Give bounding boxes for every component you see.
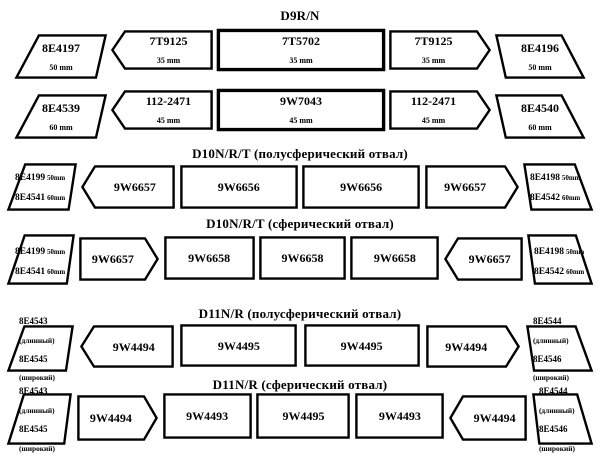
part-number: 9W4495 <box>217 338 260 353</box>
part-number: 9W6658 <box>188 251 231 266</box>
part-shape-9w4494 <box>80 325 174 368</box>
part-shape-9w4494 <box>426 325 520 368</box>
part-label <box>444 237 523 281</box>
size-label: 45 mm <box>289 116 313 125</box>
size-label: 50mm <box>47 249 66 256</box>
part-shape-9w6657 <box>79 237 159 281</box>
label-line <box>445 338 487 356</box>
part-label <box>526 315 593 383</box>
part-number: 8E4539 <box>41 100 80 115</box>
part-shape-8e4198 <box>523 163 593 211</box>
part-label <box>180 324 297 367</box>
part-number: 112-2471 <box>145 94 192 109</box>
parts-row <box>15 28 585 79</box>
part-shape-8e4199 <box>7 163 77 211</box>
part-shape-9w6656 <box>302 165 420 209</box>
label-line <box>281 249 323 267</box>
label-line <box>157 50 180 68</box>
part-label <box>302 165 420 209</box>
part-number: 8E4196 <box>520 40 559 55</box>
part-number: 9W6657 <box>468 252 511 267</box>
parts-row <box>7 163 593 211</box>
size-label: (длинный) <box>19 406 55 416</box>
part-label <box>495 34 585 79</box>
part-number: 9W6658 <box>281 251 324 266</box>
part-label <box>259 236 346 280</box>
label-line <box>474 409 516 427</box>
part-shape-9w4495 <box>180 324 297 367</box>
label-line <box>282 32 320 50</box>
part-number: 9W4495 <box>282 409 325 424</box>
part-number: 8E4545 <box>19 353 48 364</box>
size-label: 50mm <box>562 175 581 182</box>
part-number: 9W4495 <box>340 338 383 353</box>
label-line <box>42 99 80 117</box>
label-line <box>534 260 584 280</box>
label-line <box>157 110 180 128</box>
part-number: 8E4543 <box>19 315 48 326</box>
part-label <box>81 165 175 209</box>
size-label: (широкий) <box>19 443 56 453</box>
part-shape-9w6657 <box>444 237 523 281</box>
label-line <box>15 166 65 186</box>
part-number: 8E4544 <box>532 315 562 326</box>
label-line <box>19 330 55 349</box>
part-label <box>15 94 107 139</box>
part-shape-9w6657 <box>81 165 175 209</box>
part-number: 8E4545 <box>19 424 48 434</box>
part-number: 8E4540 <box>520 100 559 115</box>
label-line <box>149 32 187 50</box>
part-label <box>7 386 72 453</box>
part-label <box>7 315 74 383</box>
label-line <box>15 260 65 280</box>
part-shape-9w4495 <box>304 324 420 367</box>
part-number: 9W4493 <box>378 409 421 424</box>
section-title: D10N/R/T (сферический отвал) <box>206 216 394 231</box>
size-label: 60 mm <box>528 122 552 132</box>
size-label: 60mm <box>566 269 585 276</box>
part-number: 8E4199 <box>15 247 46 257</box>
part-label <box>80 325 174 368</box>
label-line <box>422 50 445 68</box>
parts-diagram <box>0 8 600 458</box>
part-label <box>425 165 519 209</box>
parts-row <box>7 315 593 383</box>
part-shape-9w4493 <box>163 393 252 439</box>
part-number: 8E4542 <box>533 267 565 277</box>
part-shape-8e4539 <box>15 94 107 139</box>
part-number: 8E4546 <box>538 424 568 434</box>
part-label <box>495 94 585 139</box>
part-label <box>111 90 213 130</box>
size-label: 50 mm <box>528 62 552 72</box>
label-line <box>49 117 72 135</box>
label-line <box>188 249 230 267</box>
part-label <box>426 325 520 368</box>
label-line <box>19 349 48 368</box>
parts-row <box>7 234 593 285</box>
part-label <box>304 324 420 367</box>
part-label <box>449 395 527 441</box>
part-label <box>523 163 593 211</box>
part-shape-8e4543 <box>7 315 74 383</box>
label-line <box>521 99 559 117</box>
part-number: 8E4542 <box>529 193 561 203</box>
part-number: 9W6657 <box>113 180 156 195</box>
part-shape-9w4494 <box>449 395 527 441</box>
part-number: 9W6657 <box>444 180 487 195</box>
section-title: D11N/R (сферический отвал) <box>212 377 388 392</box>
section-3-d11n-r <box>0 306 600 383</box>
part-label <box>527 234 593 285</box>
part-shape-8e4540 <box>495 94 585 139</box>
size-label: 45 mm <box>421 116 446 125</box>
label-line <box>539 400 575 419</box>
part-number: 9W4493 <box>186 409 229 424</box>
part-shape-112-2471 <box>389 90 491 130</box>
label-line <box>341 337 383 355</box>
label-line <box>530 166 580 186</box>
label-line <box>411 92 456 110</box>
part-shape-8e4197 <box>15 34 107 79</box>
section-title: D9R/N <box>280 8 320 23</box>
size-label: 35 mm <box>156 56 181 65</box>
part-label <box>532 386 593 453</box>
section-title: D11N/R (полусферический отвал) <box>198 306 402 321</box>
part-number: 8E4197 <box>41 40 80 55</box>
label-line <box>528 117 551 135</box>
label-line <box>114 178 156 196</box>
size-label: 35 mm <box>289 56 313 65</box>
part-label <box>7 234 75 285</box>
size-label: 50mm <box>566 249 585 256</box>
part-shape-9w6658 <box>350 236 439 280</box>
label-line <box>533 349 562 368</box>
part-shape-7t5702 <box>217 29 385 71</box>
part-shape-8e4199 <box>7 234 75 285</box>
size-label: (длинный) <box>538 406 575 416</box>
label-line <box>289 110 312 128</box>
parts-row <box>7 386 593 453</box>
part-number: 7T5702 <box>281 34 320 49</box>
size-label: (длинный) <box>532 335 569 345</box>
part-number: 8E4543 <box>19 386 48 397</box>
part-number: 8E4199 <box>15 173 46 183</box>
label-line <box>422 110 445 128</box>
part-label <box>256 393 350 439</box>
label-line <box>92 250 134 268</box>
label-line <box>374 249 416 267</box>
section-2-d10n-r-t <box>0 216 600 285</box>
part-label <box>15 34 107 79</box>
part-shape-7t9125 <box>111 30 213 70</box>
section-title: D10N/R/T (полусферический отвал) <box>192 146 408 161</box>
size-label: (широкий) <box>19 373 56 383</box>
part-number: 9W6656 <box>217 180 260 195</box>
part-shape-8e4543 <box>7 386 72 453</box>
label-line <box>19 438 55 457</box>
label-line <box>19 419 48 438</box>
part-number: 8E4546 <box>532 353 562 364</box>
label-line <box>186 407 228 425</box>
part-label <box>389 30 491 70</box>
label-line <box>521 39 559 57</box>
part-shape-9w4495 <box>256 393 350 439</box>
label-line <box>539 381 568 400</box>
part-shape-9w6658 <box>259 236 346 280</box>
part-label <box>355 393 444 439</box>
size-label: 60mm <box>47 269 66 276</box>
label-line <box>469 250 511 268</box>
size-label: (широкий) <box>532 373 569 383</box>
part-number: 9W4494 <box>445 339 488 354</box>
section-1-d10n-r-t <box>0 146 600 211</box>
part-number: 9W7043 <box>280 94 322 109</box>
label-line <box>340 178 382 196</box>
section-4-d11n-r <box>0 377 600 453</box>
part-shape-9w6658 <box>164 236 255 280</box>
label-line <box>113 338 155 356</box>
part-shape-9w4493 <box>355 393 444 439</box>
part-shape-9w6657 <box>425 165 519 209</box>
label-line <box>218 337 260 355</box>
label-line <box>528 57 551 75</box>
part-label <box>180 165 298 209</box>
parts-row <box>15 88 585 139</box>
label-line <box>282 407 324 425</box>
part-number: 112-2471 <box>410 94 457 109</box>
label-line <box>280 92 322 110</box>
part-number: 9W6658 <box>373 251 416 266</box>
label-line <box>19 381 48 400</box>
part-label <box>164 236 255 280</box>
part-shape-9w7043 <box>217 89 385 131</box>
part-number: 9W4494 <box>473 411 516 426</box>
size-label: (широкий) <box>538 443 575 453</box>
size-label: 35 mm <box>421 56 446 65</box>
part-label <box>389 90 491 130</box>
part-number: 8E4198 <box>533 247 565 257</box>
part-shape-8e4198 <box>527 234 593 285</box>
label-line <box>533 311 562 330</box>
size-label: 50mm <box>47 175 66 182</box>
size-label: 60mm <box>562 195 581 202</box>
part-shape-7t9125 <box>389 30 491 70</box>
size-label: 50 mm <box>49 62 73 72</box>
part-number: 9W4494 <box>112 339 155 354</box>
label-line <box>539 438 575 457</box>
part-number: 9W4494 <box>89 411 132 426</box>
size-label: 60 mm <box>49 122 73 132</box>
label-line <box>444 178 486 196</box>
label-line <box>15 240 65 260</box>
part-label <box>111 30 213 70</box>
label-line <box>15 186 65 206</box>
part-number: 7T9125 <box>414 34 453 49</box>
part-label <box>79 237 159 281</box>
part-label <box>217 89 385 131</box>
label-line <box>146 92 191 110</box>
part-label <box>350 236 439 280</box>
section-0-d9r-n <box>0 8 600 139</box>
part-shape-8e4544 <box>526 315 593 383</box>
label-line <box>533 330 569 349</box>
size-label: 45 mm <box>156 116 181 125</box>
part-number: 8E4541 <box>15 193 46 203</box>
part-shape-8e4196 <box>495 34 585 79</box>
part-shape-9w4494 <box>77 395 158 441</box>
size-label: (длинный) <box>19 335 55 345</box>
part-number: 8E4541 <box>15 267 46 277</box>
part-label <box>77 395 158 441</box>
label-line <box>49 57 72 75</box>
part-number: 7T9125 <box>149 34 188 49</box>
part-number: 8E4198 <box>529 173 561 183</box>
label-line <box>42 39 80 57</box>
part-label <box>217 29 385 71</box>
label-line <box>379 407 421 425</box>
label-line <box>19 311 48 330</box>
part-shape-112-2471 <box>111 90 213 130</box>
part-label <box>7 163 77 211</box>
part-number: 9W6657 <box>91 252 134 267</box>
label-line <box>534 240 584 260</box>
label-line <box>218 178 260 196</box>
part-shape-9w6656 <box>180 165 298 209</box>
part-number: 9W6656 <box>340 180 383 195</box>
label-line <box>90 409 132 427</box>
label-line <box>414 32 452 50</box>
size-label: 60mm <box>47 195 66 202</box>
label-line <box>539 419 568 438</box>
label-line <box>530 186 580 206</box>
label-line <box>19 400 55 419</box>
part-label <box>163 393 252 439</box>
part-shape-8e4544 <box>532 386 593 453</box>
part-number: 8E4544 <box>538 386 568 397</box>
label-line <box>289 50 312 68</box>
